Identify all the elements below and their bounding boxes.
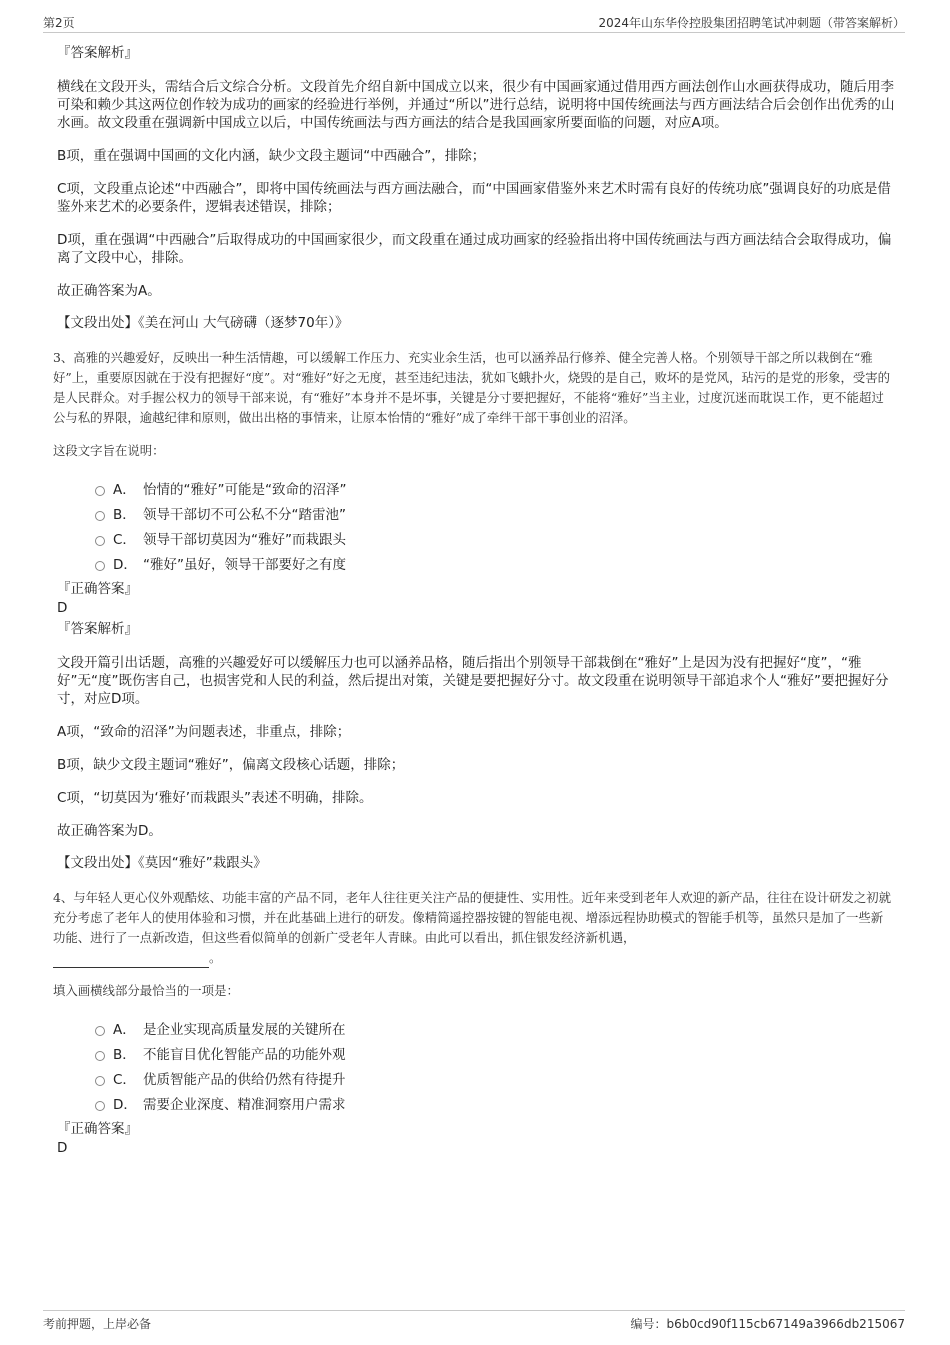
q2-analysis-paragraph: 横线在文段开头，需结合后文综合分析。文段首先介绍自新中国成立以来，很少有中国画家通过借用西方画法创作山水画获得成功，随后用李可染和赖少其这两位创作较为成功的画家的经验进行举例，并通过“所以”进行总结，说明将中国传统画法与西方画法结合后会创作出优秀的山水画。故文段重在强调新中国成立以后，中国传统画法与西方画法的结合是我国画家所要面临的问题，对应A项。 [57, 79, 895, 131]
q3-prompt: 这段文字旨在说明： [53, 443, 165, 458]
radio-icon[interactable] [95, 561, 105, 571]
option-text: 领导干部切不可公私不分“踏雷池” [143, 507, 346, 523]
q4-option-b[interactable] [95, 1043, 897, 1068]
q2-source: 【文段出处】《美在河山 大气磅礴（逐梦70年）》 [57, 315, 349, 331]
radio-icon[interactable] [95, 1051, 105, 1061]
q3-answer: D [57, 600, 68, 616]
q3-option-d[interactable] [95, 553, 897, 578]
footer-slogan: 考前押题，上岸必备 [43, 1317, 152, 1331]
option-letter: A． [113, 1022, 136, 1038]
option-text: 优质智能产品的供给仍然有待提升 [143, 1072, 346, 1088]
q3-analysis-paragraph: A项，“致命的沼泽”为问题表述，非重点，排除； [57, 724, 351, 740]
radio-icon[interactable] [95, 1101, 105, 1111]
option-text: 是企业实现高质量发展的关键所在 [143, 1022, 346, 1038]
page-footer [43, 1310, 905, 1335]
option-text: 需要企业深度、精准洞察用户需求 [143, 1097, 346, 1113]
page-number: 第2页 [43, 16, 75, 30]
fill-blank [53, 953, 209, 968]
option-letter: D． [113, 557, 137, 573]
radio-icon[interactable] [95, 1026, 105, 1036]
q3-answer-label: 『正确答案』 [57, 581, 138, 597]
document-id: 编号：b6b0cd90f115cb67149a3966db215067 [630, 1317, 905, 1331]
q3-analysis-paragraph: C项，“切莫因为‘雅好’而栽跟头”表述不明确，排除。 [57, 790, 373, 806]
document-title: 2024年山东华伶控股集团招聘笔试冲刺题（带答案解析） [598, 16, 905, 30]
q4-question [53, 888, 893, 968]
option-text: 不能盲目优化智能产品的功能外观 [143, 1047, 346, 1063]
q4-prompt: 填入画横线部分最恰当的一项是： [53, 983, 239, 998]
document-body [53, 44, 897, 1156]
q3-analysis-label: 『答案解析』 [57, 621, 138, 637]
q4-options [95, 1018, 897, 1118]
option-text: “雅好”虽好，领导干部要好之有度 [143, 557, 346, 573]
q3-question-text: 3、高雅的兴趣爱好，反映出一种生活情趣，可以缓解工作压力、充实业余生活，也可以涵养品行修养、健全完善人格。个别领导干部之所以栽倒在“雅好”上，重要原因就在于没有把握好“度”。对“雅好”好之无度，甚至违纪违法，犹如飞蛾扑火，烧毁的是自己，败坏的是党风，玷污的是党的形象，受害的是人民群众。对手握公权力的领导干部来说，有“雅好”本身并不是坏事，关键是分寸要把握好，不能将“雅好”当主业，过度沉迷而耽误工作，更不能超过公与私的界限，逾越纪律和原则，做出出格的事情来，让原本怡情的“雅好”成了牵绊干部干事创业的沼泽。 [53, 350, 891, 425]
q2-conclusion: 故正确答案为A。 [57, 283, 161, 299]
option-text: 怡情的“雅好”可能是“致命的沼泽” [143, 482, 347, 498]
radio-icon[interactable] [95, 486, 105, 496]
q4-question-text: 4、与年轻人更心仪外观酷炫、功能丰富的产品不同，老年人往往更关注产品的便捷性、实用性。近年来受到老年人欢迎的新产品，往往在设计研发之初就充分考虑了老年人的使用体验和习惯，并在此基础上进行的研发。像精简遥控器按键的智能电视、增添远程协助模式的智能手机等，虽然只是加了一些新功能、进行了一点新改造，但这些看似简单的创新广受老年人青睐。由此可以看出，抓住银发经济新机遇， [53, 890, 892, 945]
option-letter: B． [113, 1047, 136, 1063]
radio-icon[interactable] [95, 536, 105, 546]
q4-answer-label: 『正确答案』 [57, 1121, 138, 1137]
q3-options [95, 478, 897, 578]
q4-option-d[interactable] [95, 1093, 897, 1118]
radio-icon[interactable] [95, 1076, 105, 1086]
q3-option-b[interactable] [95, 503, 897, 528]
option-letter: C． [113, 532, 136, 548]
q3-source: 【文段出处】《莫因“雅好”栽跟头》 [57, 855, 267, 871]
q2-analysis-paragraph: B项，重在强调中国画的文化内涵，缺少文段主题词“中西融合”，排除； [57, 148, 486, 164]
option-letter: B． [113, 507, 136, 523]
option-letter: D． [113, 1097, 137, 1113]
page-header [43, 12, 905, 33]
q3-option-a[interactable] [95, 478, 897, 503]
q3-analysis-paragraph: B项，缺少文段主题词“雅好”，偏离文段核心话题，排除； [57, 757, 405, 773]
q2-analysis-paragraph: D项，重在强调“中西融合”后取得成功的中国画家很少，而文段重在通过成功画家的经验指出将中国传统画法与西方画法结合会取得成功，偏离了文段中心，排除。 [57, 232, 892, 266]
q3-analysis-paragraph: 文段开篇引出话题，高雅的兴趣爱好可以缓解压力也可以涵养品格，随后指出个别领导干部栽倒在“雅好”上是因为没有把握好“度”，“雅好”无“度”既伤害自己，也损害党和人民的利益，然后提出对策，关键是要把握好分寸。故文段重在说明领导干部追求个人“雅好”要把握好分寸，对应D项。 [57, 655, 889, 707]
q3-conclusion: 故正确答案为D。 [57, 823, 162, 839]
option-letter: A． [113, 482, 136, 498]
radio-icon[interactable] [95, 511, 105, 521]
q4-question-end: 。 [209, 950, 222, 965]
option-text: 领导干部切莫因为“雅好”而栽跟头 [143, 532, 346, 548]
q2-analysis-paragraph: C项，文段重点论述“中西融合”，即将中国传统画法与西方画法融合，而“中国画家借鉴外来艺术时需有良好的传统功底”强调良好的功底是借鉴外来艺术的必要条件，逻辑表述错误，排除； [57, 181, 891, 215]
q3-option-c[interactable] [95, 528, 897, 553]
q2-analysis-label: 『答案解析』 [57, 45, 138, 61]
option-letter: C． [113, 1072, 136, 1088]
q4-answer: D [57, 1140, 68, 1156]
q4-option-c[interactable] [95, 1068, 897, 1093]
q4-option-a[interactable] [95, 1018, 897, 1043]
